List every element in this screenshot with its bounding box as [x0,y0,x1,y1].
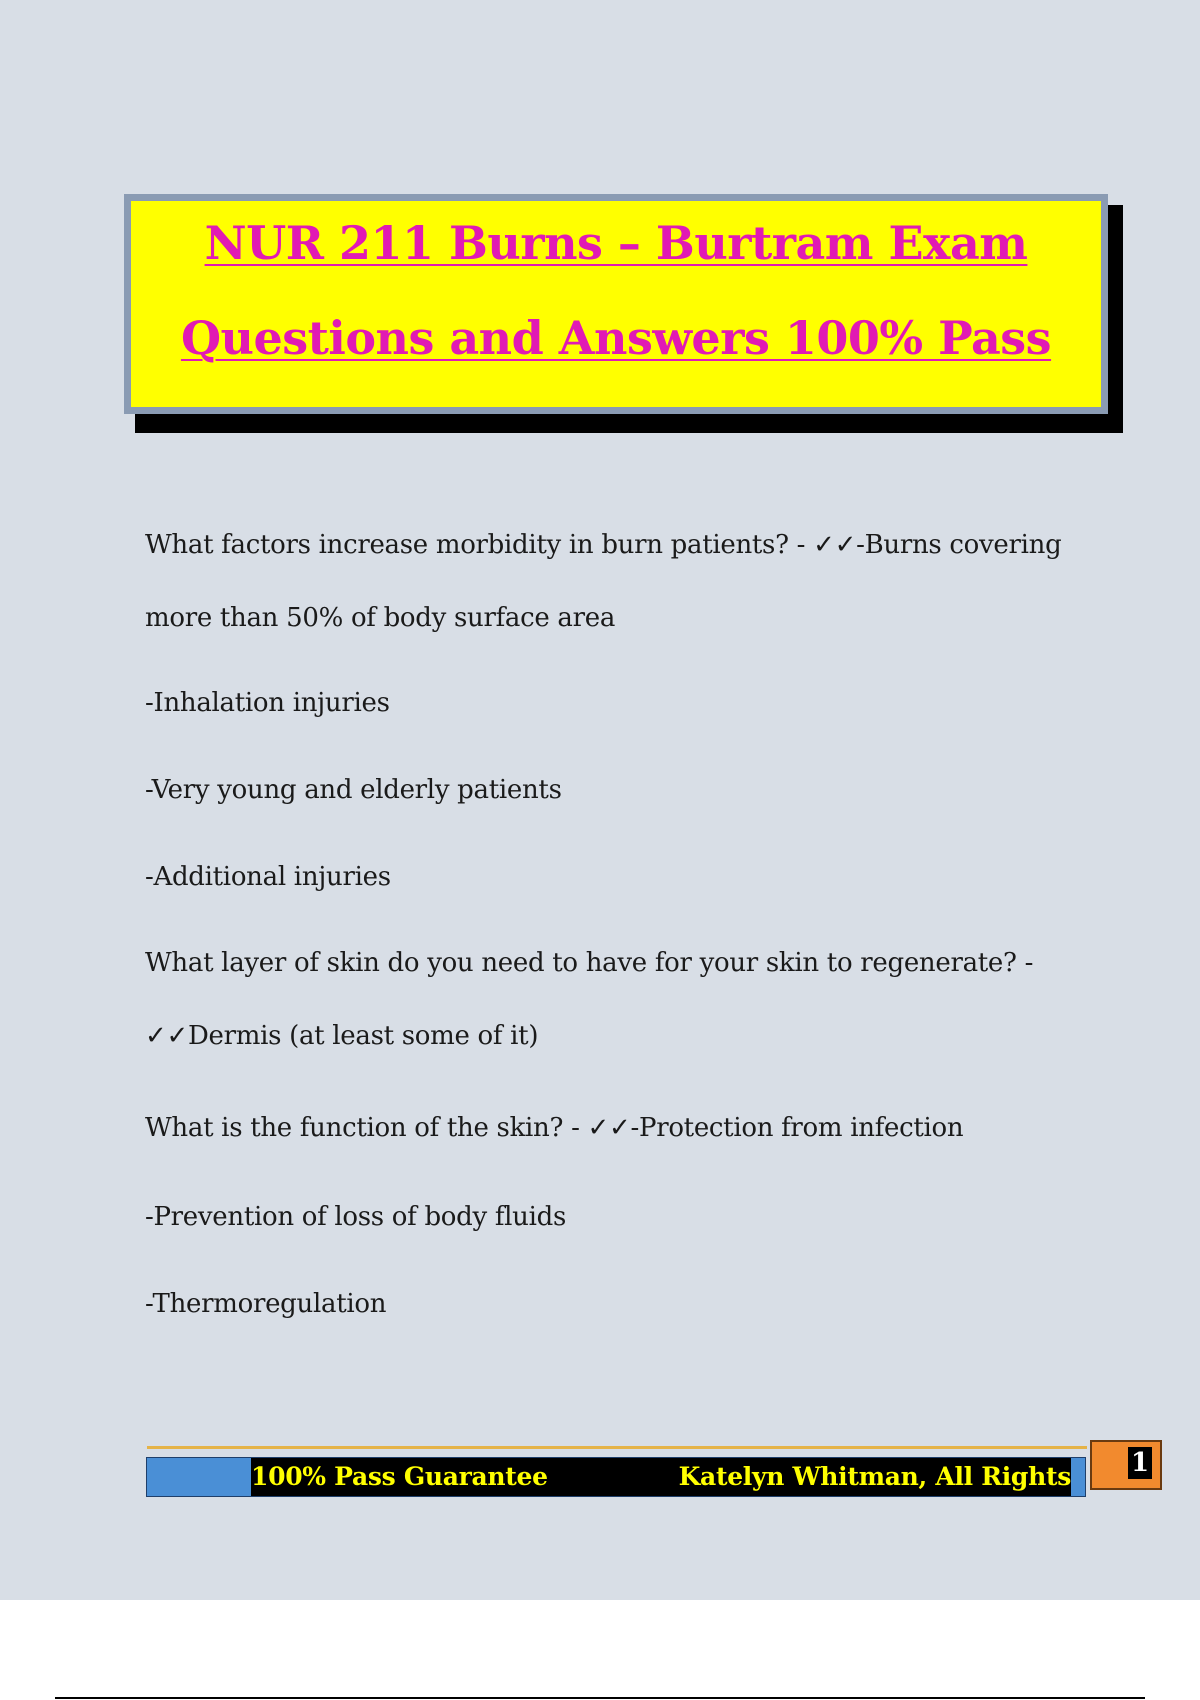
answer-item-thermoregulation: -Thermoregulation [145,1289,387,1319]
footer-divider [147,1446,1087,1449]
footer-bar [146,1457,1086,1497]
footer-guarantee-text: 100% Pass Guarantee [251,1462,548,1491]
question-skin-layer: What layer of skin do you need to have for your skin to regenerate? - [145,948,1034,978]
answer-item-inhalation: -Inhalation injuries [145,688,390,718]
title-line-2: Questions and Answers 100% Pass [180,311,1052,365]
title-box [124,194,1108,414]
page-number: 1 [1128,1447,1152,1479]
page-number-box [1090,1440,1162,1490]
question-morbidity: What factors increase morbidity in burn patients? - ✓✓-Burns covering [145,530,1062,560]
title-line-1: NUR 211 Burns – Burtram Exam [204,216,1028,270]
answer-item-age: -Very young and elderly patients [145,775,562,805]
answer-item-additional: -Additional injuries [145,862,391,892]
question-skin-function: What is the function of the skin? - ✓✓-Protection from infection [145,1113,964,1143]
page-bottom-divider [55,1697,1145,1699]
footer-text-band [251,1458,1071,1496]
answer-morbidity-continued: more than 50% of body surface area [145,603,616,633]
answer-skin-layer: ✓✓Dermis (at least some of it) [145,1021,539,1051]
answer-item-fluids: -Prevention of loss of body fluids [145,1202,567,1232]
footer-author-text: Katelyn Whitman, All Rights [678,1462,1071,1491]
